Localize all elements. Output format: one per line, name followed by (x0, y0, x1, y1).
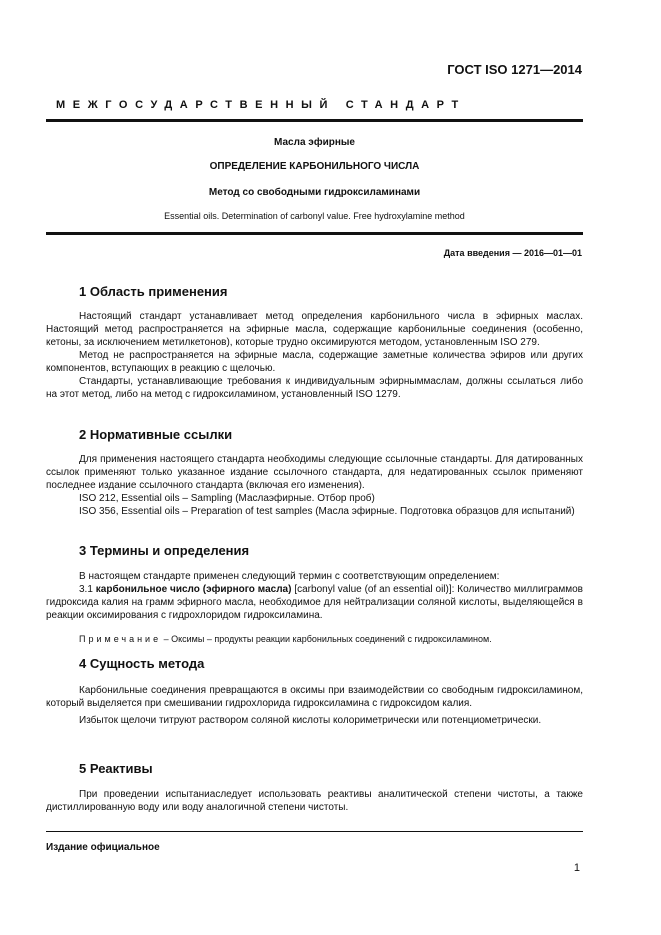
term-name: карбонильное число (эфирного масла) (95, 584, 292, 595)
section-2-title: 2 Нормативные ссылки (79, 427, 233, 442)
section-5-body (46, 788, 583, 814)
section-2-paragraph: ISO 212, Essential oils – Sampling (Маслаэфирные. Отбор проб) (79, 493, 375, 504)
section-2-body (46, 453, 583, 518)
doc-method: Метод со свободными гидроксиламинами (208, 187, 421, 198)
section-3-paragraph: В настоящем стандарте применен следующий термин с соответствующим определением: (79, 571, 500, 582)
section-1-title: 1 Область применения (79, 284, 228, 299)
term-definition (46, 583, 583, 622)
section-1-paragraph: Метод не распространяется на эфирные масла, содержащие заметные количества эфиров или других компонентов, вступающих в реакцию с щелочью. (46, 350, 583, 374)
section-4-title: 4 Сущность метода (79, 656, 205, 671)
doc-english-title: Essential oils. Determination of carbonyl value. Free hydroxylamine method (164, 211, 465, 221)
note-text: – Оксимы – продукты реакции карбонильных соединений с гидроксиламином. (161, 634, 492, 644)
section-4-paragraph: Карбонильные соединения превращаются в оксимы при взаимодействии со свободным гидроксиламином, который выделяется при смешивании гидрохлорида гидроксиламина с гидроксидом калия. (46, 685, 583, 709)
official-edition-label: Издание официальное (46, 842, 160, 853)
section-2-paragraph: Для применения настоящего стандарта необходимы следующие ссылочные стандарты. Для датированных ссылок применяют только указанное издание ссылочного стандарта, для недатированных ссылок применяют последнее издание ссылочного стандарта (включая его изменения). (46, 454, 583, 491)
section-4-paragraph: Избыток щелочи титруют раствором соляной кислоты колориметрически или потенциометрически. (79, 715, 542, 726)
title-rule (46, 232, 583, 235)
note (79, 633, 583, 645)
section-3-title: 3 Термины и определения (79, 543, 250, 558)
standard-id: ГОСТ ISO 1271—2014 (447, 62, 582, 77)
section-3-body (46, 570, 583, 622)
section-1-paragraph: Настоящий стандарт устанавливает метод определения карбонильного числа в эфирных маслах. Настоящий метод распространяется на эфирные масла, содержащие карбонильные соединения (особенно, кетоны, за исключением метилкетонов), которые трудно оксимируются методом, установленным ISO 279. (46, 311, 583, 348)
note-label: Примечание (79, 634, 162, 644)
section-5-title: 5 Реактивы (79, 761, 153, 776)
doc-title: ОПРЕДЕЛЕНИЕ КАРБОНИЛЬНОГО ЧИСЛА (209, 161, 420, 172)
interstate-standard-banner: МЕЖГОСУДАРСТВЕННЫЙ СТАНДАРТ (56, 99, 466, 111)
term-number: 3.1 (79, 584, 96, 595)
section-1-body (46, 310, 583, 401)
header-rule (46, 119, 583, 122)
section-5-paragraph: При проведении испытаниаследует использовать реактивы аналитической степени чистоты, а также дистиллированную воду или воду аналогичной степени чистоты. (46, 789, 583, 813)
section-4-body (46, 684, 583, 727)
term-description: [carbonyl value (of an essential oil)]: Количество миллиграммов гидроксида калия на грамм эфирного масла, необходимое для нейтрализации соляной кислоты, выделяющейся в реакции оксимирования с гидрохлоридом гидроксиламина. (46, 584, 583, 621)
section-2-paragraph: ISO 356, Essential oils – Preparation of test samples (Масла эфирные. Подготовка образцов для испытаний) (79, 506, 575, 517)
footer-rule (46, 831, 583, 832)
doc-subject: Масла эфирные (274, 137, 355, 148)
page-number: 1 (573, 862, 580, 874)
section-1-paragraph: Стандарты, устанавливающие требования к индивидуальным эфирныммаслам, должны ссылаться либо на этот метод, либо на метод с гидроксиламином, установленный ISO 1279. (46, 376, 583, 400)
introduction-date: Дата введения — 2016—01—01 (443, 248, 582, 258)
